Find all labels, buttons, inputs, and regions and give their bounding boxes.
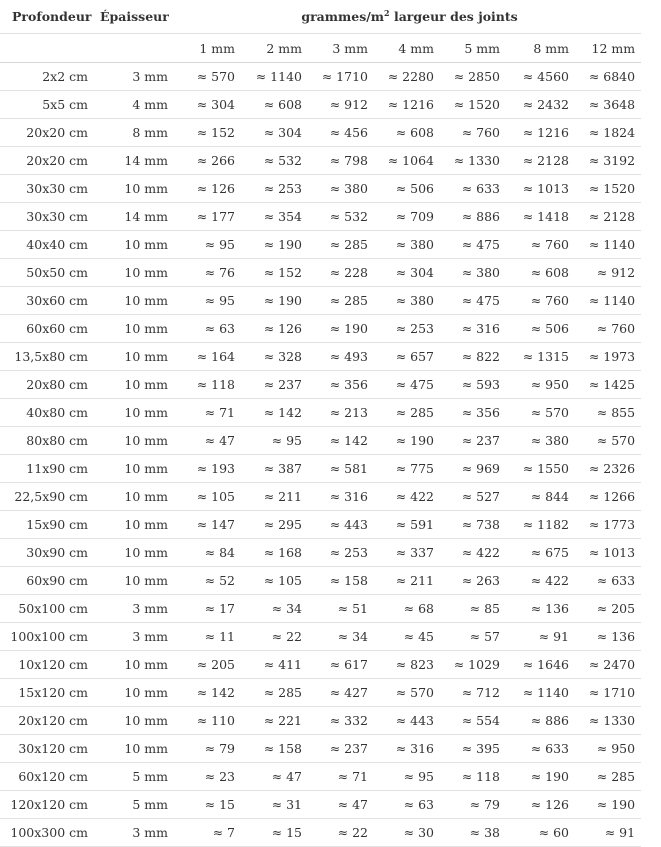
header-blank-thickness — [98, 34, 178, 63]
cell-grams-per-m2: ≈ 211 — [241, 483, 308, 511]
cell-thickness: 10 mm — [98, 735, 178, 763]
cell-grams-per-m2: ≈ 1140 — [241, 63, 308, 91]
cell-grams-per-m2: ≈ 95 — [241, 427, 308, 455]
cell-grams-per-m2: ≈ 190 — [374, 427, 440, 455]
cell-grams-per-m2: ≈ 1710 — [308, 63, 374, 91]
cell-grams-per-m2: ≈ 110 — [178, 707, 241, 735]
cell-grams-per-m2: ≈ 63 — [374, 791, 440, 819]
cell-grams-per-m2: ≈ 532 — [241, 147, 308, 175]
header-width-4mm: 4 mm — [374, 34, 440, 63]
cell-grams-per-m2: ≈ 221 — [241, 707, 308, 735]
cell-depth: 30x90 cm — [0, 539, 98, 567]
cell-grams-per-m2: ≈ 285 — [308, 231, 374, 259]
table-row — [0, 63, 641, 91]
cell-grams-per-m2: ≈ 1520 — [575, 175, 641, 203]
cell-thickness: 10 mm — [98, 539, 178, 567]
cell-grams-per-m2: ≈ 608 — [506, 259, 575, 287]
cell-grams-per-m2: ≈ 22 — [308, 819, 374, 847]
cell-grams-per-m2: ≈ 285 — [241, 679, 308, 707]
cell-depth: 20x20 cm — [0, 119, 98, 147]
cell-grams-per-m2: ≈ 1330 — [575, 707, 641, 735]
cell-grams-per-m2: ≈ 855 — [575, 399, 641, 427]
cell-grams-per-m2: ≈ 738 — [440, 511, 506, 539]
cell-grams-per-m2: ≈ 51 — [308, 595, 374, 623]
cell-grams-per-m2: ≈ 285 — [575, 763, 641, 791]
cell-grams-per-m2: ≈ 506 — [374, 175, 440, 203]
cell-grams-per-m2: ≈ 52 — [178, 567, 241, 595]
table-row — [0, 735, 641, 763]
cell-grams-per-m2: ≈ 1013 — [575, 539, 641, 567]
cell-grams-per-m2: ≈ 527 — [440, 483, 506, 511]
cell-grams-per-m2: ≈ 1315 — [506, 343, 575, 371]
cell-grams-per-m2: ≈ 4560 — [506, 63, 575, 91]
cell-grams-per-m2: ≈ 617 — [308, 651, 374, 679]
cell-grams-per-m2: ≈ 427 — [308, 679, 374, 707]
cell-grams-per-m2: ≈ 422 — [506, 567, 575, 595]
cell-grams-per-m2: ≈ 1824 — [575, 119, 641, 147]
table-row — [0, 483, 641, 511]
cell-thickness: 10 mm — [98, 231, 178, 259]
cell-grams-per-m2: ≈ 2280 — [374, 63, 440, 91]
cell-thickness: 5 mm — [98, 763, 178, 791]
header-width-12mm: 12 mm — [575, 34, 641, 63]
table-row — [0, 707, 641, 735]
cell-grams-per-m2: ≈ 95 — [178, 287, 241, 315]
cell-thickness: 10 mm — [98, 399, 178, 427]
table-row — [0, 203, 641, 231]
cell-depth: 120x120 cm — [0, 791, 98, 819]
table-row — [0, 651, 641, 679]
table-row — [0, 399, 641, 427]
table-row — [0, 455, 641, 483]
cell-grams-per-m2: ≈ 47 — [241, 763, 308, 791]
cell-grams-per-m2: ≈ 1646 — [506, 651, 575, 679]
cell-grams-per-m2: ≈ 45 — [374, 623, 440, 651]
cell-grams-per-m2: ≈ 158 — [308, 567, 374, 595]
cell-grams-per-m2: ≈ 1266 — [575, 483, 641, 511]
cell-grams-per-m2: ≈ 76 — [178, 259, 241, 287]
header-width-8mm: 8 mm — [506, 34, 575, 63]
cell-grams-per-m2: ≈ 493 — [308, 343, 374, 371]
cell-grams-per-m2: ≈ 1140 — [506, 679, 575, 707]
cell-thickness: 10 mm — [98, 343, 178, 371]
table-row — [0, 539, 641, 567]
cell-grams-per-m2: ≈ 142 — [178, 679, 241, 707]
cell-grams-per-m2: ≈ 177 — [178, 203, 241, 231]
cell-grams-per-m2: ≈ 190 — [241, 287, 308, 315]
cell-grams-per-m2: ≈ 760 — [506, 231, 575, 259]
cell-grams-per-m2: ≈ 79 — [178, 735, 241, 763]
cell-grams-per-m2: ≈ 136 — [575, 623, 641, 651]
cell-grams-per-m2: ≈ 3192 — [575, 147, 641, 175]
cell-grams-per-m2: ≈ 190 — [308, 315, 374, 343]
header-row-main — [0, 0, 641, 34]
cell-grams-per-m2: ≈ 2326 — [575, 455, 641, 483]
cell-grams-per-m2: ≈ 158 — [241, 735, 308, 763]
cell-grams-per-m2: ≈ 57 — [440, 623, 506, 651]
cell-grams-per-m2: ≈ 304 — [178, 91, 241, 119]
cell-depth: 30x30 cm — [0, 175, 98, 203]
cell-grams-per-m2: ≈ 912 — [308, 91, 374, 119]
cell-grams-per-m2: ≈ 142 — [241, 399, 308, 427]
cell-grams-per-m2: ≈ 237 — [440, 427, 506, 455]
cell-depth: 15x120 cm — [0, 679, 98, 707]
cell-grams-per-m2: ≈ 554 — [440, 707, 506, 735]
cell-grams-per-m2: ≈ 387 — [241, 455, 308, 483]
cell-depth: 50x100 cm — [0, 595, 98, 623]
cell-grams-per-m2: ≈ 844 — [506, 483, 575, 511]
cell-grams-per-m2: ≈ 380 — [506, 427, 575, 455]
cell-grams-per-m2: ≈ 285 — [374, 399, 440, 427]
cell-grams-per-m2: ≈ 2128 — [575, 203, 641, 231]
cell-grams-per-m2: ≈ 85 — [440, 595, 506, 623]
cell-thickness: 14 mm — [98, 203, 178, 231]
cell-grams-per-m2: ≈ 168 — [241, 539, 308, 567]
cell-depth: 15x90 cm — [0, 511, 98, 539]
cell-grams-per-m2: ≈ 147 — [178, 511, 241, 539]
cell-grams-per-m2: ≈ 411 — [241, 651, 308, 679]
cell-thickness: 10 mm — [98, 511, 178, 539]
header-group-unit: grammes/m — [301, 9, 385, 24]
cell-grams-per-m2: ≈ 1140 — [575, 231, 641, 259]
cell-thickness: 10 mm — [98, 287, 178, 315]
cell-grams-per-m2: ≈ 17 — [178, 595, 241, 623]
cell-grams-per-m2: ≈ 205 — [178, 651, 241, 679]
cell-thickness: 10 mm — [98, 175, 178, 203]
cell-thickness: 14 mm — [98, 147, 178, 175]
cell-grams-per-m2: ≈ 332 — [308, 707, 374, 735]
table-row — [0, 119, 641, 147]
cell-grams-per-m2: ≈ 1013 — [506, 175, 575, 203]
cell-grams-per-m2: ≈ 71 — [308, 763, 374, 791]
table-row — [0, 623, 641, 651]
cell-grams-per-m2: ≈ 11 — [178, 623, 241, 651]
cell-grams-per-m2: ≈ 709 — [374, 203, 440, 231]
cell-grams-per-m2: ≈ 2470 — [575, 651, 641, 679]
cell-grams-per-m2: ≈ 395 — [440, 735, 506, 763]
cell-grams-per-m2: ≈ 1425 — [575, 371, 641, 399]
cell-grams-per-m2: ≈ 190 — [241, 231, 308, 259]
cell-grams-per-m2: ≈ 608 — [374, 119, 440, 147]
cell-grams-per-m2: ≈ 136 — [506, 595, 575, 623]
cell-depth: 100x300 cm — [0, 819, 98, 847]
cell-grams-per-m2: ≈ 798 — [308, 147, 374, 175]
cell-grams-per-m2: ≈ 263 — [440, 567, 506, 595]
header-joint-width-group — [178, 0, 641, 34]
cell-grams-per-m2: ≈ 142 — [308, 427, 374, 455]
cell-depth: 30x60 cm — [0, 287, 98, 315]
header-group-unit-exponent: 2 — [384, 7, 390, 18]
header-blank-depth — [0, 34, 98, 63]
cell-depth: 30x30 cm — [0, 203, 98, 231]
cell-thickness: 8 mm — [98, 119, 178, 147]
cell-grams-per-m2: ≈ 633 — [506, 735, 575, 763]
cell-grams-per-m2: ≈ 253 — [241, 175, 308, 203]
cell-grams-per-m2: ≈ 237 — [308, 735, 374, 763]
cell-grams-per-m2: ≈ 253 — [374, 315, 440, 343]
cell-depth: 2x2 cm — [0, 63, 98, 91]
cell-grams-per-m2: ≈ 380 — [374, 287, 440, 315]
cell-grams-per-m2: ≈ 295 — [241, 511, 308, 539]
table-row — [0, 343, 641, 371]
cell-grams-per-m2: ≈ 152 — [178, 119, 241, 147]
cell-grams-per-m2: ≈ 95 — [178, 231, 241, 259]
cell-grams-per-m2: ≈ 23 — [178, 763, 241, 791]
header-group-label: largeur des joints — [389, 9, 518, 24]
cell-thickness: 10 mm — [98, 315, 178, 343]
table-row — [0, 679, 641, 707]
cell-depth: 40x80 cm — [0, 399, 98, 427]
header-thickness: Épaisseur — [98, 0, 178, 34]
cell-grams-per-m2: ≈ 285 — [308, 287, 374, 315]
table-header — [0, 0, 641, 63]
cell-grams-per-m2: ≈ 1973 — [575, 343, 641, 371]
cell-depth: 10x120 cm — [0, 651, 98, 679]
table-row — [0, 315, 641, 343]
cell-grams-per-m2: ≈ 228 — [308, 259, 374, 287]
cell-grams-per-m2: ≈ 316 — [308, 483, 374, 511]
table-row — [0, 91, 641, 119]
cell-grams-per-m2: ≈ 912 — [575, 259, 641, 287]
cell-thickness: 10 mm — [98, 371, 178, 399]
cell-grams-per-m2: ≈ 823 — [374, 651, 440, 679]
cell-grams-per-m2: ≈ 164 — [178, 343, 241, 371]
cell-grams-per-m2: ≈ 30 — [374, 819, 440, 847]
header-width-5mm: 5 mm — [440, 34, 506, 63]
cell-depth: 30x120 cm — [0, 735, 98, 763]
header-width-2mm: 2 mm — [241, 34, 308, 63]
cell-grams-per-m2: ≈ 118 — [178, 371, 241, 399]
cell-grams-per-m2: ≈ 380 — [308, 175, 374, 203]
cell-grams-per-m2: ≈ 316 — [374, 735, 440, 763]
cell-grams-per-m2: ≈ 969 — [440, 455, 506, 483]
cell-grams-per-m2: ≈ 105 — [241, 567, 308, 595]
cell-depth: 22,5x90 cm — [0, 483, 98, 511]
cell-grams-per-m2: ≈ 356 — [440, 399, 506, 427]
cell-grams-per-m2: ≈ 591 — [374, 511, 440, 539]
cell-grams-per-m2: ≈ 475 — [374, 371, 440, 399]
cell-depth: 20x20 cm — [0, 147, 98, 175]
cell-grams-per-m2: ≈ 2432 — [506, 91, 575, 119]
cell-grams-per-m2: ≈ 193 — [178, 455, 241, 483]
cell-grams-per-m2: ≈ 760 — [440, 119, 506, 147]
cell-grams-per-m2: ≈ 581 — [308, 455, 374, 483]
cell-grams-per-m2: ≈ 190 — [575, 791, 641, 819]
cell-grams-per-m2: ≈ 68 — [374, 595, 440, 623]
cell-grams-per-m2: ≈ 190 — [506, 763, 575, 791]
cell-grams-per-m2: ≈ 105 — [178, 483, 241, 511]
cell-grams-per-m2: ≈ 380 — [440, 259, 506, 287]
cell-thickness: 10 mm — [98, 651, 178, 679]
cell-thickness: 3 mm — [98, 819, 178, 847]
cell-grams-per-m2: ≈ 211 — [374, 567, 440, 595]
cell-grams-per-m2: ≈ 570 — [374, 679, 440, 707]
cell-grams-per-m2: ≈ 22 — [241, 623, 308, 651]
cell-thickness: 10 mm — [98, 427, 178, 455]
cell-grams-per-m2: ≈ 328 — [241, 343, 308, 371]
cell-grams-per-m2: ≈ 822 — [440, 343, 506, 371]
cell-grams-per-m2: ≈ 7 — [178, 819, 241, 847]
cell-grams-per-m2: ≈ 1140 — [575, 287, 641, 315]
cell-grams-per-m2: ≈ 1710 — [575, 679, 641, 707]
cell-grams-per-m2: ≈ 126 — [241, 315, 308, 343]
table-row — [0, 287, 641, 315]
table-body — [0, 63, 641, 847]
cell-depth: 11x90 cm — [0, 455, 98, 483]
cell-grams-per-m2: ≈ 950 — [506, 371, 575, 399]
table-row — [0, 371, 641, 399]
header-row-widths — [0, 34, 641, 63]
cell-depth: 13,5x80 cm — [0, 343, 98, 371]
cell-grams-per-m2: ≈ 266 — [178, 147, 241, 175]
cell-grams-per-m2: ≈ 84 — [178, 539, 241, 567]
cell-grams-per-m2: ≈ 126 — [178, 175, 241, 203]
cell-grams-per-m2: ≈ 657 — [374, 343, 440, 371]
cell-grams-per-m2: ≈ 118 — [440, 763, 506, 791]
cell-depth: 5x5 cm — [0, 91, 98, 119]
cell-grams-per-m2: ≈ 570 — [506, 399, 575, 427]
cell-grams-per-m2: ≈ 304 — [374, 259, 440, 287]
cell-grams-per-m2: ≈ 237 — [241, 371, 308, 399]
cell-grams-per-m2: ≈ 38 — [440, 819, 506, 847]
cell-grams-per-m2: ≈ 532 — [308, 203, 374, 231]
cell-grams-per-m2: ≈ 775 — [374, 455, 440, 483]
table-row — [0, 819, 641, 847]
cell-depth: 20x80 cm — [0, 371, 98, 399]
cell-grams-per-m2: ≈ 422 — [440, 539, 506, 567]
cell-grams-per-m2: ≈ 443 — [374, 707, 440, 735]
cell-grams-per-m2: ≈ 60 — [506, 819, 575, 847]
cell-grams-per-m2: ≈ 126 — [506, 791, 575, 819]
cell-grams-per-m2: ≈ 91 — [506, 623, 575, 651]
cell-grams-per-m2: ≈ 71 — [178, 399, 241, 427]
cell-grams-per-m2: ≈ 593 — [440, 371, 506, 399]
cell-grams-per-m2: ≈ 1418 — [506, 203, 575, 231]
cell-grams-per-m2: ≈ 79 — [440, 791, 506, 819]
cell-grams-per-m2: ≈ 633 — [575, 567, 641, 595]
cell-grams-per-m2: ≈ 316 — [440, 315, 506, 343]
cell-grams-per-m2: ≈ 1550 — [506, 455, 575, 483]
table-row — [0, 147, 641, 175]
cell-depth: 60x60 cm — [0, 315, 98, 343]
cell-grams-per-m2: ≈ 675 — [506, 539, 575, 567]
cell-grams-per-m2: ≈ 152 — [241, 259, 308, 287]
cell-thickness: 3 mm — [98, 623, 178, 651]
cell-thickness: 10 mm — [98, 259, 178, 287]
cell-grams-per-m2: ≈ 443 — [308, 511, 374, 539]
cell-grams-per-m2: ≈ 95 — [374, 763, 440, 791]
cell-thickness: 10 mm — [98, 707, 178, 735]
cell-thickness: 3 mm — [98, 595, 178, 623]
cell-depth: 40x40 cm — [0, 231, 98, 259]
cell-grams-per-m2: ≈ 304 — [241, 119, 308, 147]
cell-grams-per-m2: ≈ 34 — [308, 623, 374, 651]
table-row — [0, 175, 641, 203]
cell-grams-per-m2: ≈ 506 — [506, 315, 575, 343]
cell-depth: 60x120 cm — [0, 763, 98, 791]
cell-grams-per-m2: ≈ 570 — [575, 427, 641, 455]
cell-grams-per-m2: ≈ 6840 — [575, 63, 641, 91]
cell-grams-per-m2: ≈ 1029 — [440, 651, 506, 679]
cell-grams-per-m2: ≈ 47 — [308, 791, 374, 819]
cell-thickness: 4 mm — [98, 91, 178, 119]
cell-grams-per-m2: ≈ 253 — [308, 539, 374, 567]
cell-grams-per-m2: ≈ 2128 — [506, 147, 575, 175]
cell-grams-per-m2: ≈ 15 — [178, 791, 241, 819]
cell-grams-per-m2: ≈ 475 — [440, 287, 506, 315]
cell-grams-per-m2: ≈ 1182 — [506, 511, 575, 539]
cell-thickness: 10 mm — [98, 455, 178, 483]
cell-grams-per-m2: ≈ 2850 — [440, 63, 506, 91]
cell-grams-per-m2: ≈ 422 — [374, 483, 440, 511]
cell-grams-per-m2: ≈ 760 — [506, 287, 575, 315]
cell-depth: 60x90 cm — [0, 567, 98, 595]
cell-grams-per-m2: ≈ 213 — [308, 399, 374, 427]
cell-grams-per-m2: ≈ 380 — [374, 231, 440, 259]
table-row — [0, 427, 641, 455]
cell-thickness: 10 mm — [98, 567, 178, 595]
cell-grams-per-m2: ≈ 356 — [308, 371, 374, 399]
cell-grams-per-m2: ≈ 475 — [440, 231, 506, 259]
cell-grams-per-m2: ≈ 15 — [241, 819, 308, 847]
table-row — [0, 763, 641, 791]
cell-grams-per-m2: ≈ 31 — [241, 791, 308, 819]
cell-grams-per-m2: ≈ 1330 — [440, 147, 506, 175]
table-row — [0, 791, 641, 819]
table-row — [0, 567, 641, 595]
cell-grams-per-m2: ≈ 886 — [440, 203, 506, 231]
cell-grams-per-m2: ≈ 63 — [178, 315, 241, 343]
header-width-3mm: 3 mm — [308, 34, 374, 63]
table-row — [0, 259, 641, 287]
table-row — [0, 595, 641, 623]
cell-grams-per-m2: ≈ 354 — [241, 203, 308, 231]
cell-grams-per-m2: ≈ 1520 — [440, 91, 506, 119]
cell-grams-per-m2: ≈ 91 — [575, 819, 641, 847]
cell-grams-per-m2: ≈ 456 — [308, 119, 374, 147]
cell-grams-per-m2: ≈ 712 — [440, 679, 506, 707]
cell-grams-per-m2: ≈ 570 — [178, 63, 241, 91]
table-row — [0, 511, 641, 539]
cell-depth: 20x120 cm — [0, 707, 98, 735]
cell-grams-per-m2: ≈ 1216 — [374, 91, 440, 119]
cell-grams-per-m2: ≈ 47 — [178, 427, 241, 455]
table-row — [0, 231, 641, 259]
cell-grams-per-m2: ≈ 633 — [440, 175, 506, 203]
cell-grams-per-m2: ≈ 34 — [241, 595, 308, 623]
cell-thickness: 10 mm — [98, 483, 178, 511]
cell-thickness: 5 mm — [98, 791, 178, 819]
cell-grams-per-m2: ≈ 3648 — [575, 91, 641, 119]
cell-depth: 80x80 cm — [0, 427, 98, 455]
cell-thickness: 3 mm — [98, 63, 178, 91]
cell-depth: 50x50 cm — [0, 259, 98, 287]
cell-grams-per-m2: ≈ 1064 — [374, 147, 440, 175]
cell-grams-per-m2: ≈ 886 — [506, 707, 575, 735]
cell-grams-per-m2: ≈ 760 — [575, 315, 641, 343]
cell-grams-per-m2: ≈ 950 — [575, 735, 641, 763]
header-width-1mm: 1 mm — [178, 34, 241, 63]
cell-grams-per-m2: ≈ 608 — [241, 91, 308, 119]
cell-grams-per-m2: ≈ 1216 — [506, 119, 575, 147]
cell-depth: 100x100 cm — [0, 623, 98, 651]
header-depth: Profondeur — [0, 0, 98, 34]
cell-grams-per-m2: ≈ 205 — [575, 595, 641, 623]
cell-grams-per-m2: ≈ 1773 — [575, 511, 641, 539]
cell-grams-per-m2: ≈ 337 — [374, 539, 440, 567]
cell-thickness: 10 mm — [98, 679, 178, 707]
